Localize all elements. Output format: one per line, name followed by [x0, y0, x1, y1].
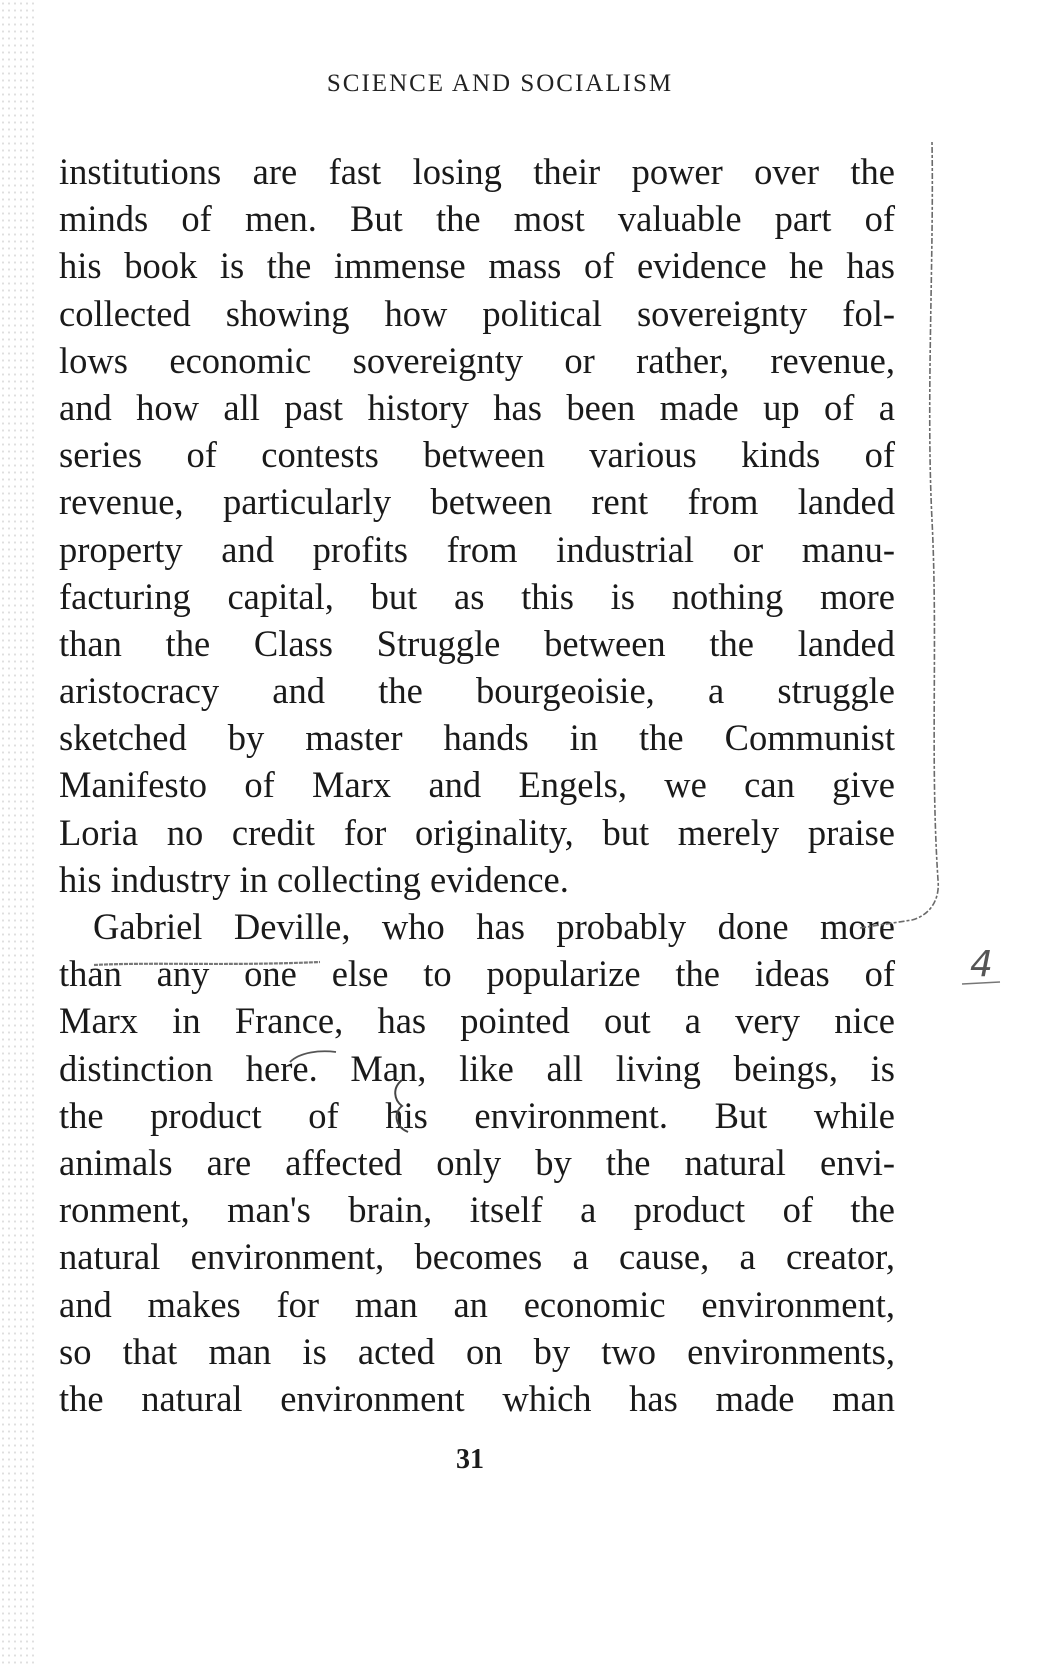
margin-note: 4 [970, 944, 993, 985]
text-line-20: distinction here. Man, like all living beings, is [59, 1047, 895, 1089]
text-line-24: natural environment, becomes a cause, a creator, [59, 1236, 895, 1278]
text-line-9: property and profits from industrial or manu- [59, 528, 895, 570]
text-line-8: revenue, particularly between rent from landed [59, 481, 895, 523]
scan-edge-speckle [0, 0, 34, 1668]
text-line-15: Loria no credit for originality, but merely praise [59, 811, 895, 853]
margin-note-underline-mark [962, 982, 1000, 984]
text-line-7: series of contests between various kinds of [59, 434, 895, 476]
text-line-12: aristocracy and the bourgeoisie, a struggle [59, 670, 895, 712]
text-line-5: lows economic sovereignty or rather, revenue, [59, 339, 895, 381]
page-number: 31 [456, 1444, 484, 1475]
text-line-18: than any one else to popularize the ideas of [59, 953, 895, 995]
text-line-14: Manifesto of Marx and Engels, we can give [59, 764, 895, 806]
text-line-16: his industry in collecting evidence. [59, 858, 569, 900]
text-line-2: minds of men. But the most valuable part of [59, 198, 895, 240]
text-line-21: the product of his environment. But while [59, 1094, 895, 1136]
text-line-26: so that man is acted on by two environments, [59, 1330, 895, 1372]
text-line-13: sketched by master hands in the Communist [59, 717, 895, 759]
text-line-25: and makes for man an economic environment, [59, 1283, 895, 1325]
text-line-6: and how all past history has been made up of a [59, 386, 895, 428]
text-line-22: animals are affected only by the natural envi- [59, 1141, 895, 1183]
text-line-10: facturing capital, but as this is nothing more [59, 575, 895, 617]
text-line-4: collected showing how political sovereignty fol- [59, 292, 895, 334]
text-line-17: Gabriel Deville, who has probably done more [93, 906, 895, 947]
text-line-11: than the Class Struggle between the landed [59, 622, 895, 664]
body-text [59, 148, 895, 1422]
text-line-19: Marx in France, has pointed out a very nice [59, 1000, 895, 1042]
text-line-23: ronment, man's brain, itself a product of the [59, 1189, 895, 1231]
text-line-1: institutions are fast losing their power over the [59, 151, 895, 192]
text-line-27: the natural environment which has made man [59, 1377, 895, 1419]
running-head: SCIENCE AND SOCIALISM [326, 70, 674, 97]
text-line-3: his book is the immense mass of evidence he has [59, 245, 895, 287]
